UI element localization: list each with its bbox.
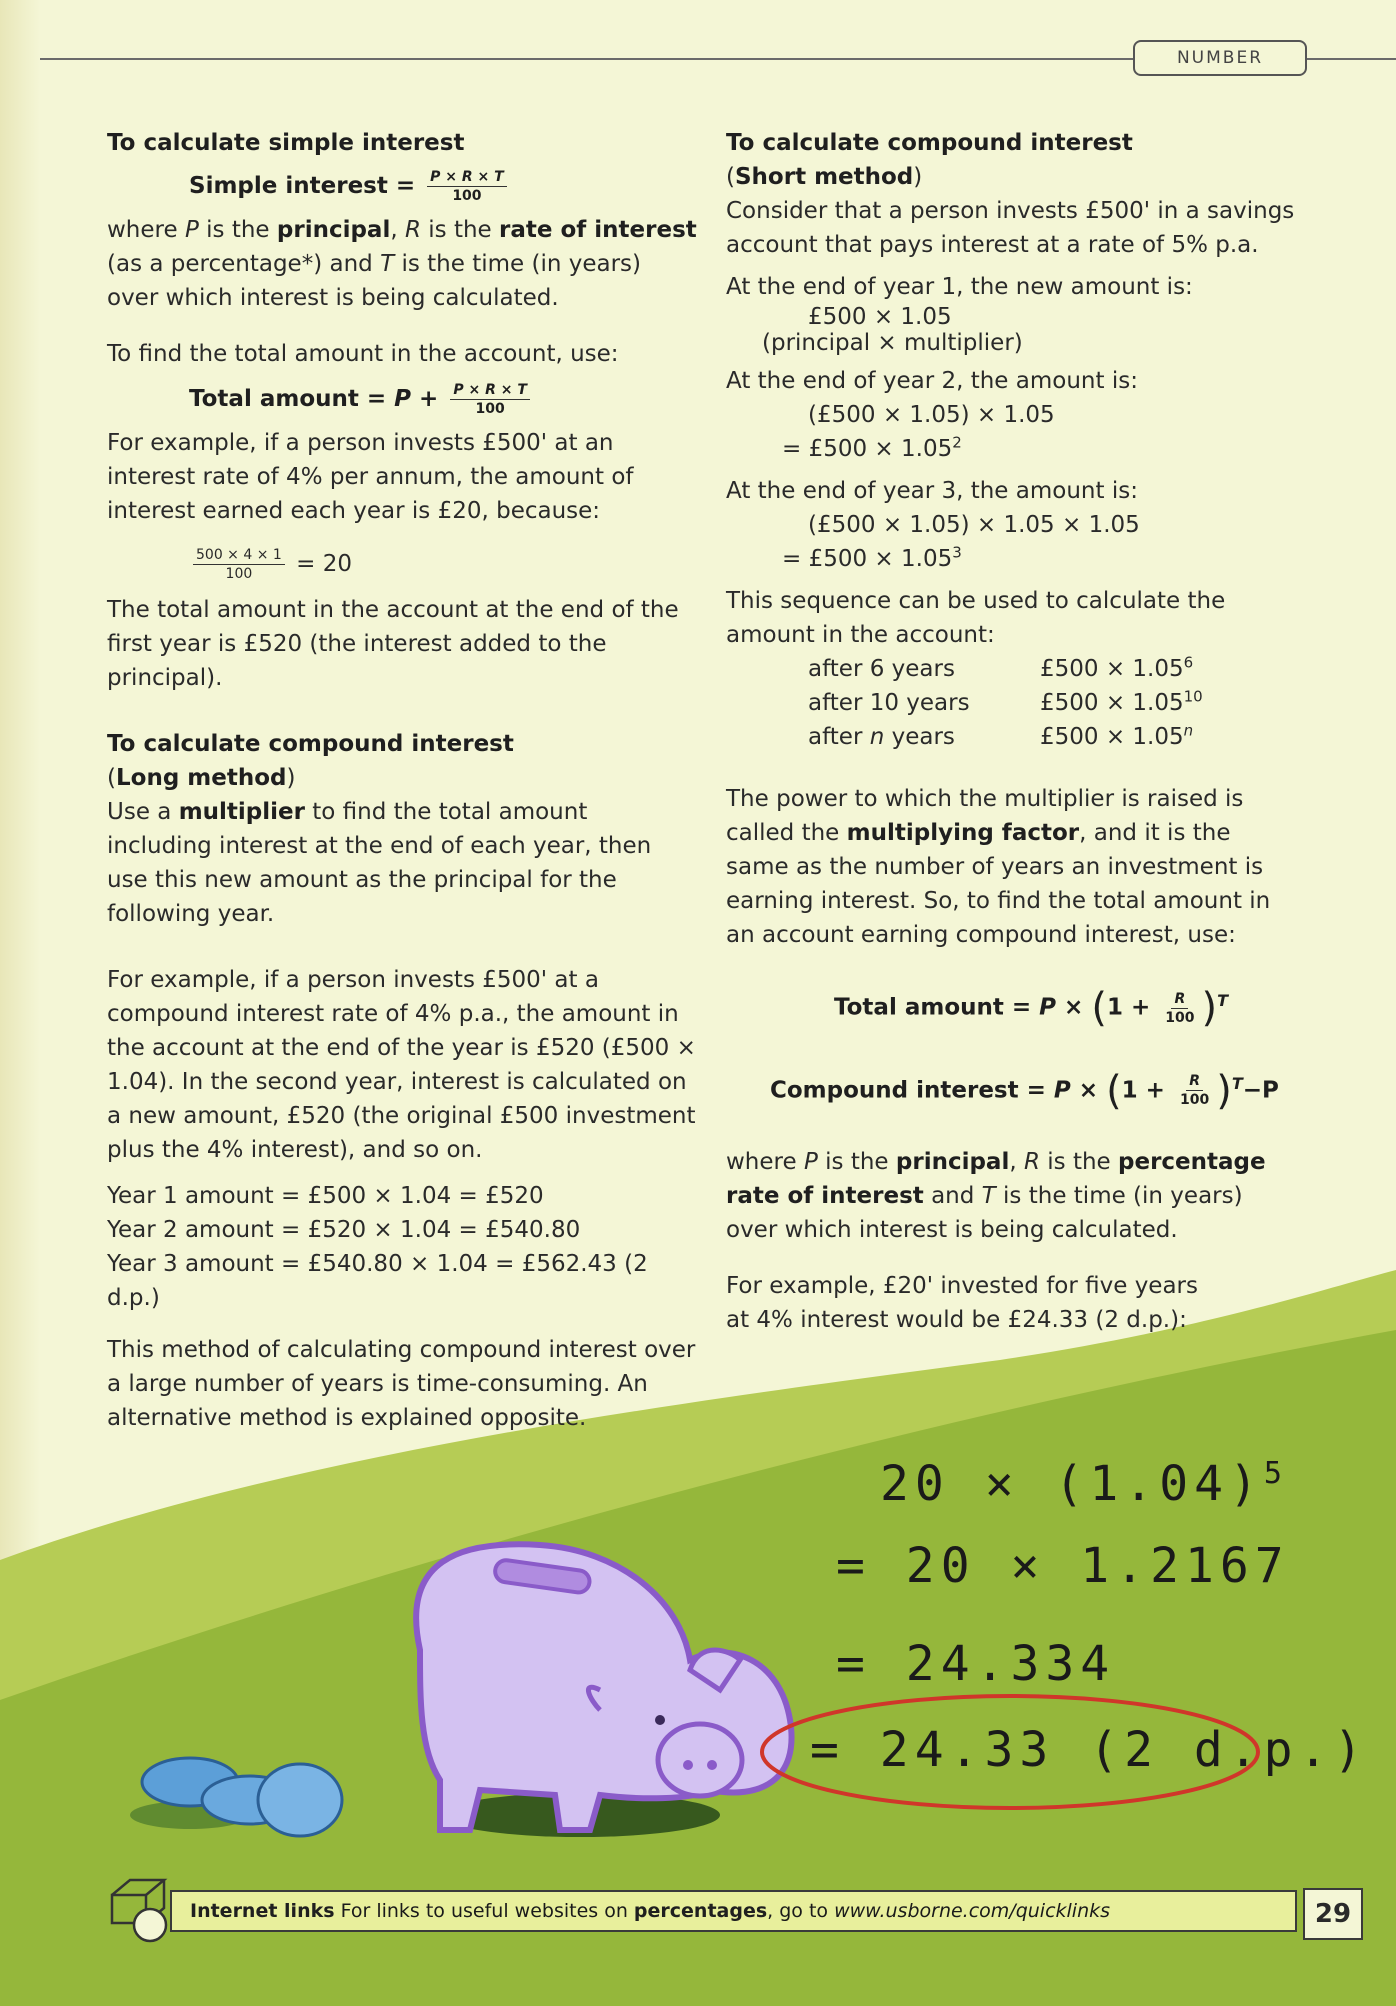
fraction-denominator: 100 (475, 401, 505, 417)
right-column (726, 126, 1296, 1337)
exponent: 3 (952, 543, 962, 562)
text: where (107, 217, 185, 243)
term-percentages: percentages (633, 1900, 768, 1922)
text: , (1009, 1149, 1024, 1176)
text: 1 + (1106, 994, 1159, 1021)
long-method-example: For example, if a person invests £500' at a compound interest rate of 4% p.a., the amount in the account at the end of the year is £520 (£500 × 1.04). In the second year, interest is calculated on a new amount, £520 (the original £500 investment plus the 4% interest), and so on. (107, 967, 696, 1163)
compound-definition (726, 1145, 1296, 1247)
exponent: T (1231, 1073, 1243, 1093)
text: is the time (in years) over which interest is being calculated. (726, 1183, 1243, 1244)
total-amount-formula (107, 381, 697, 418)
term-principal: principal (895, 1149, 1010, 1176)
simple-interest-definition (107, 213, 697, 315)
term-multiplying-factor: multiplying factor (846, 820, 1080, 846)
fraction-numerator: R (1186, 1072, 1203, 1091)
close-paren: ) (1201, 985, 1218, 1032)
text: is the time (in years) over which interest is being calculated. (107, 251, 641, 311)
text: is the (198, 217, 277, 243)
sequence-table (726, 652, 1296, 754)
close-paren: ) (1216, 1067, 1232, 1114)
fraction (427, 168, 507, 205)
var-p: P (803, 1149, 818, 1176)
sequence-label (808, 652, 1040, 686)
fraction-denominator: 100 (1179, 1092, 1210, 1109)
exponent: T (1217, 991, 1228, 1010)
text: ( (107, 765, 116, 791)
text: (as a percentage*) and (107, 251, 381, 277)
left-column (107, 126, 697, 1435)
year-1-text: At the end of year 1, the new amount is: (726, 274, 1193, 300)
term-long-method: Long method (115, 765, 287, 791)
total-end-of-year: The total amount in the account at the end of the first year is £520 (the interest added to the principal). (107, 597, 679, 691)
text: is the (420, 217, 500, 243)
sequence-value (1040, 686, 1203, 720)
var-n: n (869, 724, 885, 750)
text: and (923, 1183, 982, 1210)
sequence-label (808, 720, 1040, 754)
year-2-calc2 (726, 432, 1296, 466)
var-r: R (1023, 1149, 1040, 1176)
year-1-note: (principal × multiplier) (762, 330, 1023, 356)
var-t: T (981, 1183, 996, 1210)
exponent: 2 (952, 433, 962, 452)
var-r: R (404, 217, 421, 243)
text: Use a (107, 799, 179, 825)
fraction-numerator: R (1171, 990, 1188, 1009)
fraction (193, 546, 285, 583)
text: ) (286, 765, 296, 791)
compound-short-heading: To calculate compound interest (726, 130, 1133, 156)
open-paren: ( (1106, 1067, 1122, 1114)
fraction (450, 381, 530, 418)
year-3-calc1: (£500 × 1.05) × 1.05 × 1.05 (808, 512, 1140, 538)
text: = £500 × 1.05 (782, 436, 953, 462)
year-3-calc2 (726, 542, 1296, 576)
text: 20 × (1.04) (880, 1456, 1264, 1512)
text: = £500 × 1.05 (782, 546, 953, 572)
year-1-amount: Year 1 amount = £500 × 1.04 = £520 (107, 1183, 544, 1209)
compound-interest-formula (726, 1067, 1296, 1114)
sequence-row (808, 686, 1296, 720)
handwritten-line-2: = 20 × 1.2167 (836, 1538, 1290, 1594)
quicklinks-url[interactable]: www.usborne.com/quicklinks (834, 1900, 1111, 1922)
formula-label: Total amount = (189, 386, 395, 412)
text: years (884, 724, 955, 750)
internet-links-label: Internet links (190, 1900, 335, 1922)
times-sign: × (1056, 994, 1092, 1021)
text: , go to (767, 1900, 835, 1922)
text: For links to useful websites on (334, 1900, 634, 1922)
text: 1 + (1121, 1077, 1173, 1104)
text: ( (726, 164, 735, 190)
term-percentage-rate: percentage rate of interest (726, 1149, 1266, 1210)
term-short-method: Short method (734, 164, 914, 190)
times-sign: × (1070, 1077, 1107, 1104)
internet-links-bar (170, 1890, 1297, 1932)
fraction-numerator: P × R × T (450, 381, 530, 400)
text: is the (1039, 1149, 1119, 1176)
exponent: n (1183, 721, 1194, 740)
fraction-denominator: 100 (452, 188, 482, 204)
compound-example: For example, £20' invested for five years at 4% interest would be £24.33 (2 d.p.): (726, 1273, 1198, 1334)
sequence-row (808, 652, 1296, 686)
year-2-amount: Year 2 amount = £520 × 1.04 = £540.80 (107, 1217, 581, 1243)
text: £500 × 1.05 (1040, 724, 1184, 750)
year-2-text: At the end of year 2, the amount is: (726, 368, 1138, 394)
year-1-calc: £500 × 1.05 (808, 304, 952, 330)
fraction (1162, 990, 1197, 1027)
formula-label: Compound interest = (770, 1077, 1054, 1104)
var-t: T (380, 251, 395, 277)
term-rate: rate of interest (499, 217, 697, 243)
minus-p: −P (1242, 1077, 1279, 1104)
year-2-calc1: (£500 × 1.05) × 1.05 (808, 402, 1055, 428)
sequence-intro: This sequence can be used to calculate the amount in the account: (726, 588, 1226, 648)
compound-long-subheading (107, 761, 697, 795)
text: ) (913, 164, 923, 190)
text: £500 × 1.05 (1040, 690, 1184, 716)
open-paren: ( (1091, 985, 1107, 1032)
sequence-row (808, 720, 1296, 754)
page-number: 29 (1303, 1888, 1363, 1940)
text: is the (817, 1149, 896, 1176)
total-amount-compound-formula (726, 984, 1296, 1032)
handwritten-line-1 (880, 1456, 1288, 1512)
text: , and it is the same as the number of years an investment is earning interest. So, to find the total amount in an account earning compound interest, use: (726, 820, 1271, 948)
sequence-value (1040, 652, 1193, 686)
multiplying-factor-para (726, 782, 1296, 952)
compound-long-heading: To calculate compound interest (107, 731, 514, 757)
var-p: P (394, 386, 412, 412)
text: after (808, 724, 870, 750)
simple-interest-example: For example, if a person invests £500' at an interest rate of 4% per annum, the amount of interest earned each year is £20, because: (107, 430, 634, 524)
exponent: 10 (1183, 687, 1203, 706)
text: after 10 years (808, 690, 970, 716)
year-3-text: At the end of year 3, the amount is: (726, 478, 1138, 504)
short-method-intro: Consider that a person invests £500' in a savings account that pays interest at a rate of 5% p.a. (726, 198, 1295, 258)
handwritten-line-4: = 24.33 (2 d.p.) (810, 1722, 1369, 1778)
exponent: 6 (1183, 653, 1194, 672)
plus-sign: + (411, 386, 447, 412)
exponent: 5 (1263, 1456, 1288, 1491)
text: The power to which the multiplier is raised is called the (726, 786, 1244, 846)
section-tab: NUMBER (1133, 40, 1307, 76)
text: , (390, 217, 405, 243)
fraction-numerator: P × R × T (427, 168, 507, 187)
total-amount-intro: To find the total amount in the account, use: (107, 341, 619, 367)
term-principal: principal (276, 217, 391, 243)
formula-label: Total amount = (834, 994, 1040, 1021)
year-3-amount: Year 3 amount = £540.80 × 1.04 = £562.43 (2 d.p.) (107, 1251, 648, 1311)
long-method-para1 (107, 795, 697, 931)
var-p: P (1053, 1077, 1071, 1104)
simple-interest-formula (107, 168, 697, 205)
compound-short-subheading (726, 160, 1296, 194)
long-method-closing: This method of calculating compound interest over a large number of years is time-consuming. An alternative method is explained opposite. (107, 1337, 696, 1431)
sequence-value (1040, 720, 1193, 754)
formula-label: Simple interest = (189, 173, 416, 199)
calculation-result: = 20 (296, 551, 352, 577)
fraction-denominator: 100 (225, 566, 253, 582)
term-multiplier: multiplier (178, 799, 305, 825)
text: after 6 years (808, 656, 955, 682)
simple-interest-heading: To calculate simple interest (107, 130, 465, 156)
handwritten-line-3: = 24.334 (836, 1636, 1116, 1692)
var-p: P (1039, 994, 1057, 1021)
fraction (1177, 1072, 1212, 1109)
fraction-denominator: 100 (1165, 1009, 1195, 1026)
text: £500 × 1.05 (1040, 656, 1184, 682)
var-p: P (184, 217, 199, 243)
text: to find the total amount including interest at the end of each year, then use this new amount as the principal for the following year. (107, 799, 652, 927)
example-calculation (107, 546, 697, 583)
sequence-label (808, 686, 1040, 720)
text: where (726, 1149, 804, 1176)
fraction-numerator: 500 × 4 × 1 (193, 546, 285, 565)
